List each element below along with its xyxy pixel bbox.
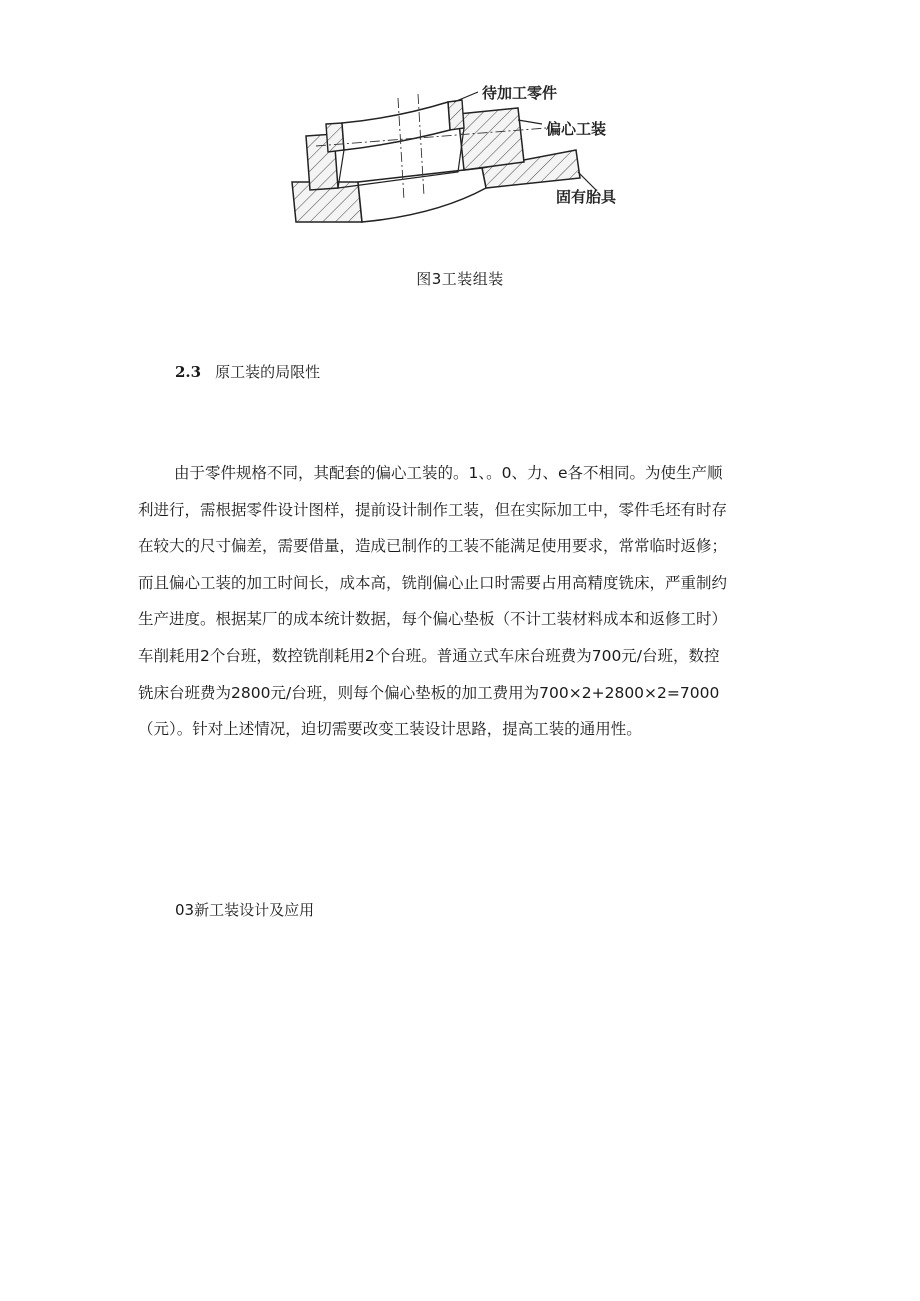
paragraph-line: 而且偏心工装的加工时间长，成本高，铣削偏心止口时需要占用高精度铣床，严重制约 xyxy=(138,573,728,592)
paragraph-line: 铣床台班费为2800元/台班，则每个偏心垫板的加工费用为700×2+2800×2=7000 xyxy=(138,683,720,702)
section-number: 2.3 xyxy=(175,363,202,381)
label-base-fixture: 固有胎具 xyxy=(556,188,617,206)
figure-caption: 图3工装组装 xyxy=(416,270,504,288)
label-eccentric-fixture: 偏心工装 xyxy=(546,120,607,138)
paragraph-line: 在较大的尺寸偏差，需要借量，造成已制作的工装不能满足使用要求，常常临时返修； xyxy=(138,537,728,556)
paragraph-line: 由于零件规格不同，其配套的偏心工装的。1、。0、力、e各不相同。为使生产顺 xyxy=(174,464,723,482)
section-heading-2-3 xyxy=(175,361,320,382)
assembly-figure xyxy=(286,80,631,232)
paragraph-line: 利进行，需根据零件设计图样，提前设计制作工装，但在实际加工中，零件毛坯有时存 xyxy=(138,500,728,519)
body-paragraph xyxy=(138,455,788,748)
assembly-drawing xyxy=(286,80,631,232)
label-workpiece: 待加工零件 xyxy=(482,84,558,102)
paragraph-line: （元）。针对上述情况，迫切需要改变工装设计思路，提高工装的通用性。 xyxy=(138,720,642,739)
section-title: 原工装的局限性 xyxy=(215,363,321,381)
paragraph-line: 生产进度。根据某厂的成本统计数据，每个偏心垫板（不计工装材料成本和返修工时） xyxy=(138,610,728,629)
section-heading-3: 03新工装设计及应用 xyxy=(175,901,315,919)
paragraph-line: 车削耗用2个台班，数控铣削耗用2个台班。普通立式车床台班费为700元/台班，数控 xyxy=(138,646,720,665)
